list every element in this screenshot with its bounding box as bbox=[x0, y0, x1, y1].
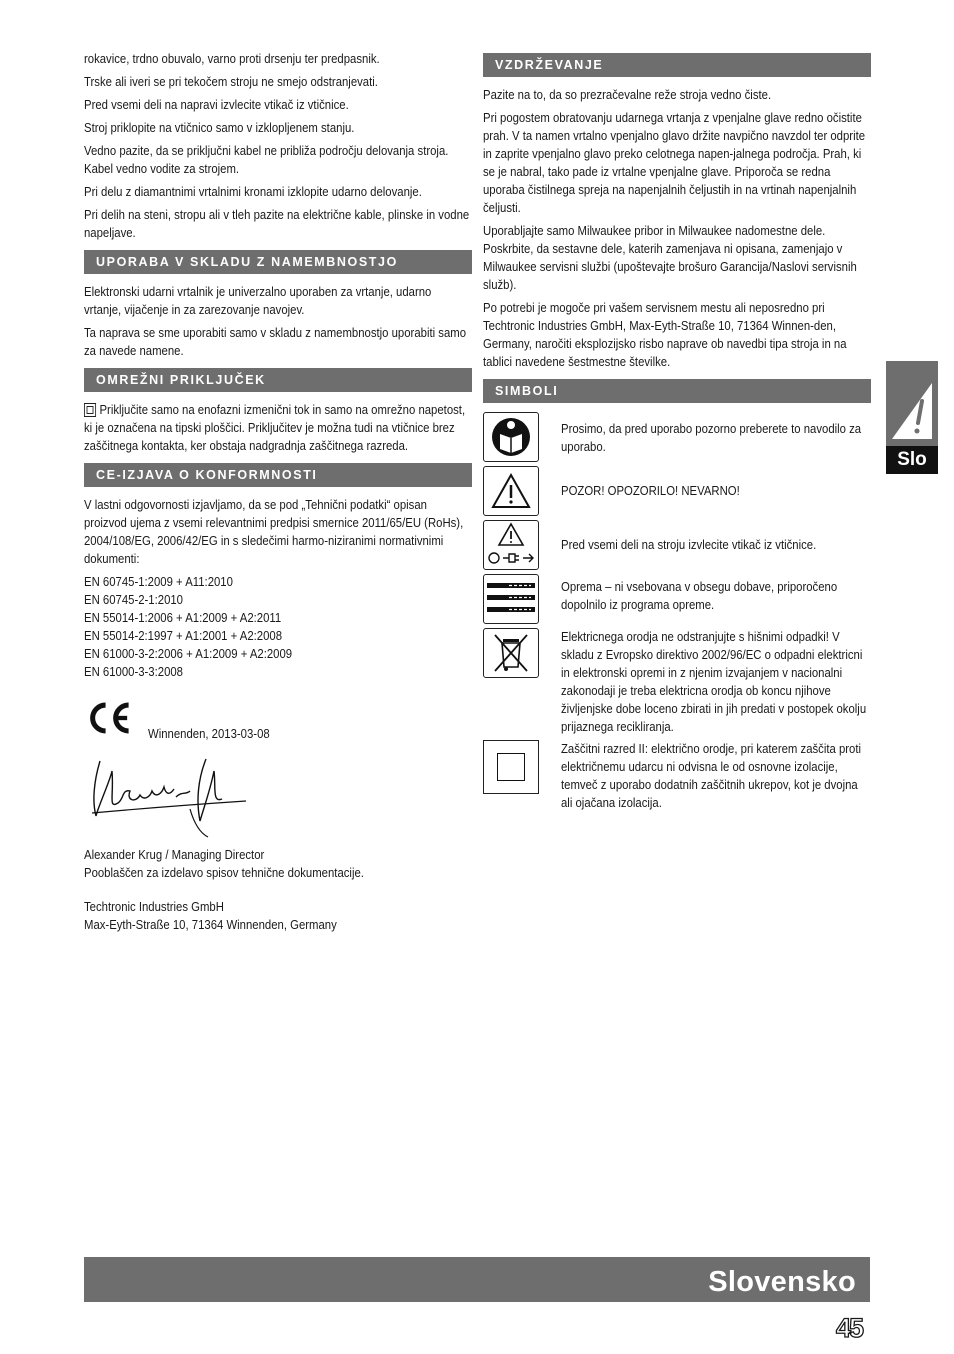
intended-use-paragraph-1: Elektronski udarni vrtalnik je univerzalno uporaben za vrtanje, udarno vrtanje, vijačenje in za zarezovanje navojev. bbox=[84, 284, 432, 317]
mains-heading: OMREŽNI PRIKLJUČEK bbox=[84, 368, 472, 392]
crossed-bin-icon bbox=[483, 628, 539, 678]
protection-class-ii-icon bbox=[483, 740, 539, 794]
signature-image bbox=[86, 751, 251, 841]
place-date: Winnenden, 2013-03-08 bbox=[148, 726, 271, 741]
ce-declaration-text: V lastni odgovornosti izjavljamo, da se pod „Tehnični podatki“ opisan proizvod ujema z vsemi relevantnimi predpisi smernice 2011/65/EU (RoHs), 2004/108/EG, 2006/42/EG in s sledečimi harmo-niziranimi normativnimi dokumenti: bbox=[84, 497, 464, 566]
symbol-row bbox=[483, 740, 871, 812]
symbol-text: Zaščitni razred II: električno orodje, pri katerem zaščita proti električnemu udarcu ni odvisna le od osnovne izolacije, temveč z uporabo dodatnih zaščitnih ukrepov, kot je dvojna ali ojačana izolacija. bbox=[561, 741, 862, 810]
standard-item: EN 55014-2:1997 + A1:2001 + A2:2008 bbox=[84, 628, 283, 643]
standard-item: EN 60745-2-1:2010 bbox=[84, 592, 183, 607]
symbol-text: POZOR! OPOZORILO! NEVARNO! bbox=[561, 483, 740, 498]
signer-role: Pooblaščen za izdelavo spisov tehnične dokumentacije. bbox=[84, 865, 364, 880]
mains-text: Priključite samo na enofazni izmenični tok in samo na omrežno napetost, ki je označena na tipski ploščici. Priključitev je možna tudi na vtičnice brez zaščitnega kontakta, ker obstaja nadgradnja zaščitnega razreda. bbox=[84, 402, 466, 453]
language-label: Slo bbox=[886, 446, 938, 474]
language-side-tab bbox=[886, 361, 938, 474]
maintenance-heading: VZDRŽEVANJE bbox=[483, 53, 871, 77]
mains-paragraph bbox=[84, 401, 471, 455]
safety-paragraph-4: Stroj priklopite na vtičnico samo v izklopljenem stanju. bbox=[84, 120, 355, 135]
ce-mark-row bbox=[84, 693, 472, 741]
unplug-warning-icon bbox=[483, 520, 539, 570]
maintenance-paragraph-1: Pazite na to, da so prezračevalne reže stroja vedno čiste. bbox=[483, 87, 772, 102]
company-address: Max-Eyth-Straße 10, 71364 Winnenden, Germany bbox=[84, 917, 337, 932]
standard-item: EN 61000-3-3:2008 bbox=[84, 664, 183, 679]
symbol-text: Elektricnega orodja ne odstranjujte s hišnimi odpadki! V skladu z Evropsko direktivo 2002/96/EC o odpadni elektricni in elektronski opremi in z njenim izvajanjem v nacionalni zakonodaji je treba elektricna orodja ob koncu njihove življenjske dobe loceno zbirati in jih predati v postopek okolju prijaznega recikliranja. bbox=[561, 629, 867, 734]
accessory-bits-icon bbox=[483, 574, 539, 624]
protection-class-ii-icon bbox=[84, 403, 96, 417]
standard-item: EN 60745-1:2009 + A11:2010 bbox=[84, 574, 233, 589]
ce-heading: CE-IZJAVA O KONFORMNOSTI bbox=[84, 463, 472, 487]
symbol-row bbox=[483, 412, 871, 462]
footer-bar bbox=[84, 1257, 870, 1302]
signer-name: Alexander Krug / Managing Director bbox=[84, 847, 265, 862]
ce-mark-icon bbox=[84, 695, 134, 741]
maintenance-paragraph-3: Uporabljajte samo Milwaukee pribor in Milwaukee nadomestne dele. Poskrbite, da sestavne dele, katerih zamenjava ni opisana, zamenjajo v Milwaukee servisni službi (upoštevajte brošuro Garancija/Naslovi servisnih služb). bbox=[483, 223, 857, 292]
safety-paragraph-7: Pri delih na steni, stropu ali v tleh pazite na električne kable, plinske in vodne napeljave. bbox=[84, 207, 470, 240]
safety-paragraph-3: Pred vsemi deli na napravi izvlecite vtikač iz vtičnice. bbox=[84, 97, 349, 112]
symbol-row bbox=[483, 628, 871, 736]
company-name: Techtronic Industries GmbH bbox=[84, 899, 224, 914]
intended-use-heading: UPORABA V SKLADU Z NAMEMBNOSTJO bbox=[84, 250, 472, 274]
standard-item: EN 55014-1:2006 + A1:2009 + A2:2011 bbox=[84, 610, 282, 625]
symbol-text: Prosimo, da pred uporabo pozorno preberete to navodilo za uporabo. bbox=[561, 421, 862, 454]
safety-paragraph-5: Vedno pazite, da se priključni kabel ne približa področju delovanja stroja. Kabel vedno vodite za strojem. bbox=[84, 143, 449, 176]
maintenance-paragraph-4: Po potrebi je mogoče pri vašem servisnem mestu ali neposredno pri Techtronic Industries GmbH, Max-Eyth-Straße 10, 71364 Winnen-den, Germany, naročiti eksplozijsko risbo naprave ob navedbi tipa stroja in na tablici navedene šestmestne številke. bbox=[483, 300, 847, 369]
warning-triangle-icon bbox=[483, 466, 539, 516]
intended-use-paragraph-2: Ta naprava se sme uporabiti samo v skladu z namembnostjo uporabiti samo za navede namene. bbox=[84, 325, 467, 358]
safety-paragraph-6: Pri delu z diamantnimi vrtalnimi kronami izklopite udarno delovanje. bbox=[84, 184, 422, 199]
standard-item: EN 61000-3-2:2006 + A1:2009 + A2:2009 bbox=[84, 646, 293, 661]
symbol-row bbox=[483, 466, 871, 516]
right-column bbox=[483, 50, 871, 816]
symbols-heading: SIMBOLI bbox=[483, 379, 871, 403]
symbol-row bbox=[483, 574, 871, 624]
exclamation-warning-icon bbox=[886, 361, 938, 446]
safety-paragraph-2: Trske ali iveri se pri tekočem stroju ne smejo odstranjevati. bbox=[84, 74, 378, 89]
symbol-text: Pred vsemi deli na stroju izvlecite vtikač iz vtičnice. bbox=[561, 537, 817, 552]
safety-paragraph-1: rokavice, trdno obuvalo, varno proti drsenju ter predpasnik. bbox=[84, 51, 380, 66]
symbol-row bbox=[483, 520, 871, 570]
symbol-text: Oprema – ni vsebovana v obsegu dobave, priporočeno dopolnilo iz programa opreme. bbox=[561, 579, 838, 612]
footer-language-title: Slovensko bbox=[708, 1266, 856, 1298]
read-manual-icon bbox=[483, 412, 539, 462]
left-column bbox=[84, 50, 472, 934]
standards-list bbox=[84, 573, 472, 681]
maintenance-paragraph-2: Pri pogostem obratovanju udarnega vrtanja z vpenjalne glave redno očistite prah. V ta namen vrtalno vpenjalno glavo držite navpično navzdol ter odprite in zaprite vpenjalno glavo preko celotnega napen-jalnega področja. Prah, ki se je nabral, tako pade iz vrtalne vpenjalne glave. Priporoča se redna uporaba čistilnega spreja na napenjalnih čeljustih in na vrtinah napenjalnih čeljusti. bbox=[483, 110, 866, 215]
page-number: 45 bbox=[836, 1313, 863, 1343]
